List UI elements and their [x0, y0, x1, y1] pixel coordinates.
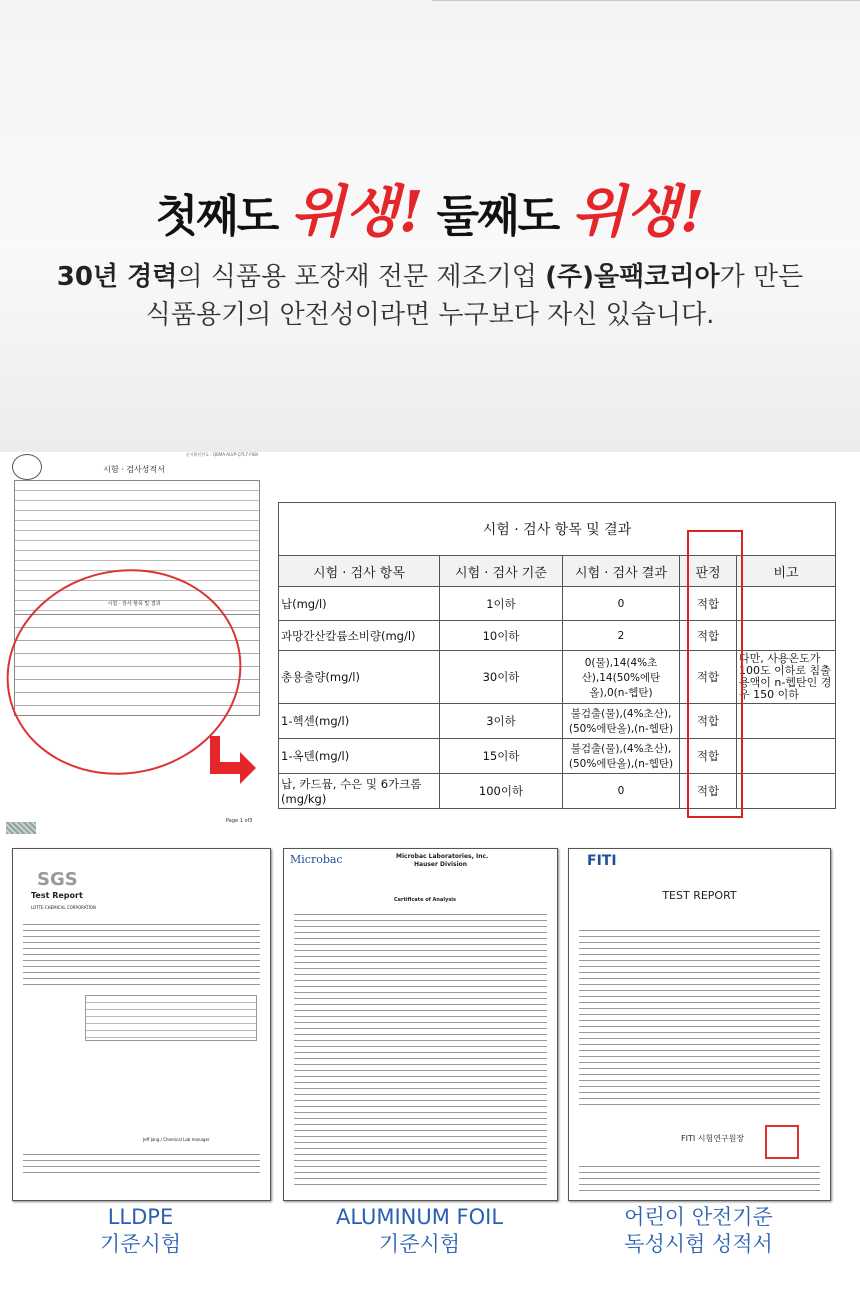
row-item: 1-헥센(mg/l): [279, 704, 440, 739]
row-standard: 30이하: [440, 651, 563, 704]
sgs-title: Test Report: [31, 891, 83, 900]
row-note: [737, 739, 836, 774]
row-verdict: 적합: [680, 621, 737, 651]
row-verdict: 적합: [680, 587, 737, 621]
sgs-body-text: [23, 919, 260, 987]
subtitle-end: 가 만든: [719, 262, 804, 292]
row-item: 1-옥텐(mg/l): [279, 739, 440, 774]
row-standard: 3이하: [440, 704, 563, 739]
row-item: 납(mg/l): [279, 587, 440, 621]
fiti-footer: FITI 시험연구원장: [681, 1134, 745, 1143]
certificate-page-number: Page 1 of3: [226, 818, 253, 824]
row-result: 불검출(물),(4%초산),(50%에탄올),(n-헵탄): [563, 704, 680, 739]
sgs-test-report: [12, 848, 271, 1201]
sgs-signature: Jeff Jang / Chemical Lab manager: [143, 1137, 210, 1142]
sgs-logo: SGS: [37, 869, 78, 890]
row-standard: 100이하: [440, 774, 563, 809]
caption-lldpe: [12, 1204, 269, 1258]
table-row: [279, 704, 836, 739]
row-note: [737, 704, 836, 739]
row-result: 0(물),14(4%초산),14(50%에탄올),0(n-헵탄): [563, 651, 680, 704]
caption-lldpe-line2: 기준시험: [99, 1232, 182, 1256]
row-note: [737, 774, 836, 809]
microbac-logo: Microbac: [290, 853, 343, 866]
fiti-title: TEST REPORT: [662, 889, 737, 902]
certificate-doc-number: 문서확인번호 : QBMA-ALVP-Q7L7-F68I: [185, 452, 258, 457]
subtitle-experience: 30년 경력: [56, 262, 178, 292]
headline-red2: 위생!: [571, 179, 705, 245]
row-note: [737, 587, 836, 621]
table-row: [279, 739, 836, 774]
table-row: [279, 621, 836, 651]
row-item: 과망간산칼륨소비량(mg/l): [279, 621, 440, 651]
top-divider: [432, 0, 860, 1]
fiti-test-report: [568, 848, 831, 1201]
caption-aluminum-foil: [283, 1204, 556, 1258]
subtitle-line2: 식품용기의 안전성이라면 누구보다 자신 있습니다.: [145, 300, 715, 330]
table-row: [279, 587, 836, 621]
microbac-body-text: [294, 909, 547, 1187]
row-item: 납, 카드뮴, 수은 및 6가크롬(mg/kg): [279, 774, 440, 809]
sgs-company: LOTTE CHEMICAL CORPORATION: [31, 905, 96, 910]
header-verdict: 판정: [680, 556, 737, 587]
seal-stamp: [765, 1125, 799, 1159]
row-result: 0: [563, 774, 680, 809]
subtitle-line1: [0, 258, 860, 296]
certificate-title: 시험 · 검사성적서: [103, 465, 165, 474]
microbac-title: Microbac Laboratories, Inc.: [396, 853, 489, 860]
subtitle: [0, 258, 860, 334]
row-item: 총용출량(mg/l): [279, 651, 440, 704]
headline-part2: 둘째도: [436, 191, 559, 242]
row-verdict: 적합: [680, 774, 737, 809]
verdict-highlight-box: [687, 530, 743, 818]
caption-child-safety: [568, 1204, 829, 1258]
row-note: 다만, 사용온도가 100도 이하로 침출용액이 n-헵탄인 경우 150 이하: [737, 651, 836, 704]
row-result: 2: [563, 621, 680, 651]
arrow-right-icon: [206, 732, 258, 784]
results-table: [278, 502, 836, 809]
header-result: 시험 · 검사 결과: [563, 556, 680, 587]
subtitle-mid: 의 식품용 포장재 전문 제조기업: [177, 262, 546, 292]
header-note: 비고: [737, 556, 836, 587]
microbac-subtitle: Hauser Division: [414, 861, 468, 868]
caption-aluminum-line1: ALUMINUM FOIL: [335, 1205, 504, 1229]
sgs-footer-text: [23, 1149, 260, 1173]
subtitle-company: (주)올팩코리아: [545, 262, 720, 292]
headline-part1: 첫째도: [155, 191, 278, 242]
caption-child-line1: 어린이 안전기준: [624, 1205, 773, 1229]
row-verdict: 적합: [680, 704, 737, 739]
row-note: [737, 621, 836, 651]
table-row: [279, 774, 836, 809]
fiti-logo: FITI: [587, 853, 617, 869]
header-standard: 시험 · 검사 기준: [440, 556, 563, 587]
row-verdict: 적합: [680, 739, 737, 774]
caption-aluminum-line2: 기준시험: [378, 1232, 461, 1256]
header-item: 시험 · 검사 항목: [279, 556, 440, 587]
headline-red1: 위생!: [290, 179, 424, 245]
caption-child-line2: 독성시험 성적서: [624, 1232, 773, 1256]
results-table-title: 시험 · 검사 항목 및 결과: [279, 503, 836, 556]
certificate-section-title: 시험 · 검사 항목 및 결과: [107, 601, 161, 607]
table-row: [279, 651, 836, 704]
fiti-body-text: [579, 925, 820, 1105]
row-standard: 10이하: [440, 621, 563, 651]
row-standard: 1이하: [440, 587, 563, 621]
row-result: 0: [563, 587, 680, 621]
sgs-conclusion-box: [85, 995, 257, 1041]
headline: [0, 168, 860, 248]
row-verdict: 적합: [680, 651, 737, 704]
microbac-heading: Certificate of Analysis: [394, 897, 456, 903]
microbac-certificate: [283, 848, 558, 1201]
barcode-icon: [6, 822, 36, 834]
caption-lldpe-line1: LLDPE: [107, 1205, 174, 1229]
results-table-header: [279, 556, 836, 587]
row-standard: 15이하: [440, 739, 563, 774]
fiti-notice-text: [579, 1161, 820, 1191]
row-result: 불검출(물),(4%초산),(50%에탄올),(n-헵탄): [563, 739, 680, 774]
